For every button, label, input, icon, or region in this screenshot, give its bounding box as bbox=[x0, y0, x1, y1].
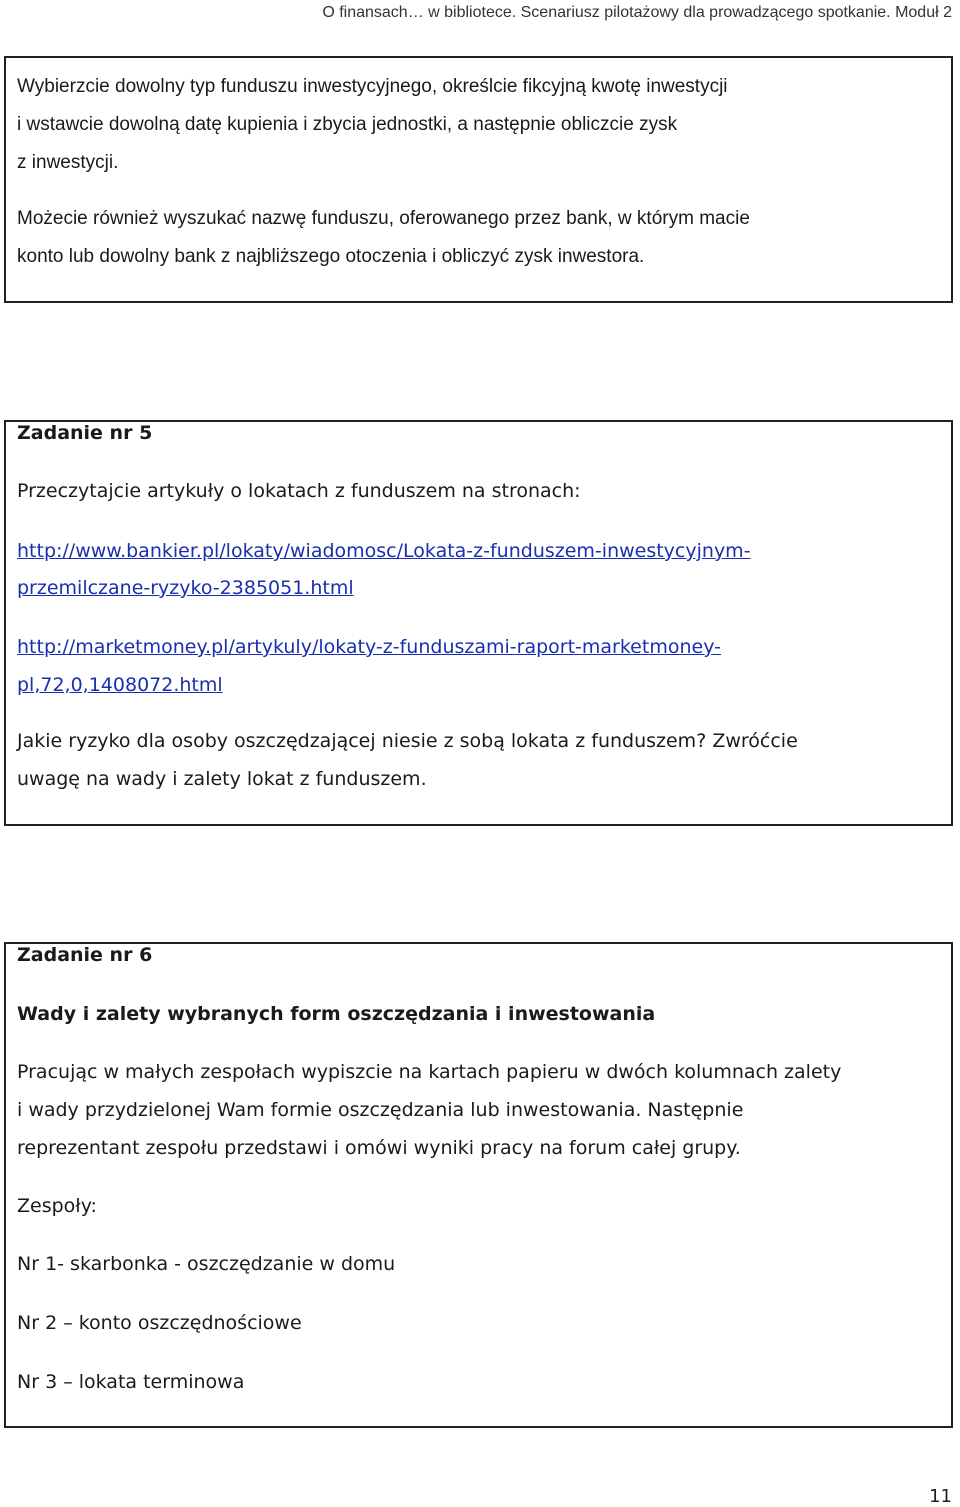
text-line: i wstawcie dowolną datę kupienia i zbycia jednostki, a następnie obliczcie zysk bbox=[17, 114, 678, 135]
instruction-paragraph bbox=[17, 200, 941, 276]
instruction-paragraph bbox=[17, 68, 941, 182]
task5-question-cont: uwagę na wady i zalety lokat z funduszem. bbox=[17, 768, 427, 790]
article-link-bankier[interactable]: http://www.bankier.pl/lokaty/wiadomosc/Lokata-z-funduszem-inwestycyjnym- bbox=[17, 540, 751, 562]
team-item: Nr 2 – konto oszczędnościowe bbox=[17, 1312, 302, 1334]
task6-box bbox=[4, 942, 953, 1428]
team-item: Nr 1- skarbonka - oszczędzanie w domu bbox=[17, 1253, 396, 1275]
task5-intro: Przeczytajcie artykuły o lokatach z funduszem na stronach: bbox=[17, 480, 581, 502]
task6-body-line: Pracując w małych zespołach wypiszcie na kartach papieru w dwóch kolumnach zalety bbox=[17, 1061, 842, 1083]
task5-title: Zadanie nr 5 bbox=[17, 422, 153, 444]
page-number: 11 bbox=[929, 1486, 952, 1507]
text-line: z inwestycji. bbox=[17, 152, 119, 173]
task5-box bbox=[4, 420, 953, 826]
task6-subtitle: Wady i zalety wybranych form oszczędzania i inwestowania bbox=[17, 1003, 656, 1025]
task6-title: Zadanie nr 6 bbox=[17, 944, 153, 966]
team-item: Nr 3 – lokata terminowa bbox=[17, 1371, 245, 1393]
task6-body-line: i wady przydzielonej Wam formie oszczędzania lub inwestowania. Następnie bbox=[17, 1099, 744, 1121]
article-link-marketmoney-cont[interactable]: pl,72,0,1408072.html bbox=[17, 674, 223, 696]
text-line: konto lub dowolny bank z najbliższego otoczenia i obliczyć zysk inwestora. bbox=[17, 246, 645, 267]
teams-label: Zespoły: bbox=[17, 1195, 97, 1217]
article-link-marketmoney[interactable]: http://marketmoney.pl/artykuly/lokaty-z-funduszami-raport-marketmoney- bbox=[17, 636, 721, 658]
text-line: Możecie również wyszukać nazwę funduszu, oferowanego przez bank, w którym macie bbox=[17, 208, 750, 229]
task-continuation-box bbox=[4, 56, 953, 303]
task6-body-line: reprezentant zespołu przedstawi i omówi wyniki pracy na forum całej grupy. bbox=[17, 1137, 741, 1159]
article-link-bankier-cont[interactable]: przemilczane-ryzyko-2385051.html bbox=[17, 577, 354, 599]
text-line: Wybierzcie dowolny typ funduszu inwestycyjnego, określcie fikcyjną kwotę inwestycji bbox=[17, 76, 728, 97]
running-header: O finansach… w bibliotece. Scenariusz pilotażowy dla prowadzącego spotkanie. Moduł 2 bbox=[322, 4, 952, 21]
task5-question: Jakie ryzyko dla osoby oszczędzającej niesie z sobą lokata z funduszem? Zwróćcie bbox=[17, 730, 798, 752]
